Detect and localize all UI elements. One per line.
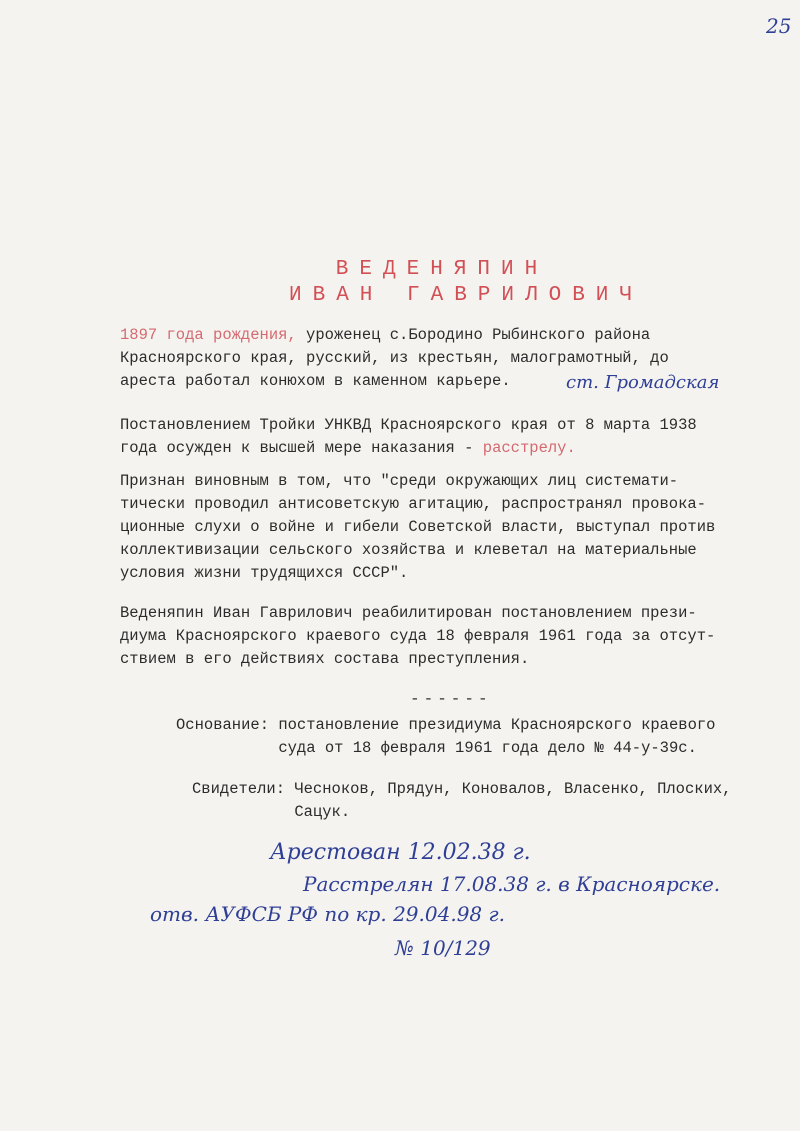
basis-block — [176, 714, 716, 760]
paragraph-sentence — [120, 414, 780, 460]
charges-line-1: Признан виновным в том, что "среди окружающих лиц системати- — [120, 472, 679, 490]
section-divider: ------ — [410, 690, 492, 708]
charges-line-3: ционные слухи о войне и гибели Советской власти, выступал против — [120, 518, 716, 536]
basis-line-1: Основание: постановление президиума Красноярского краевого — [176, 716, 716, 734]
handwritten-execution-date: Расстрелян 17.08.38 г. в Красноярске. — [303, 872, 721, 896]
title-given-names: ИВАН ГАВРИЛОВИЧ — [288, 284, 644, 307]
witnesses-line-2: Сацук. — [192, 803, 351, 821]
handwritten-arrest-date: Арестован 12.02.38 г. — [270, 840, 531, 865]
handwritten-fsb-reference: отв. АУФСБ РФ по кр. 29.04.98 г. — [150, 902, 505, 926]
handwritten-station-note: ст. Громадская — [566, 372, 720, 393]
charges-line-4: коллективизации сельского хозяйства и клеветал на материальные — [120, 541, 697, 559]
birth-year-red: 1897 года рождения, — [120, 326, 297, 344]
rehab-line-1: Веденяпин Иван Гаврилович реабилитирован постановлением прези- — [120, 604, 697, 622]
bio-line-3: ареста работал конюхом в каменном карьере. — [120, 372, 511, 390]
bio-line-2: Красноярского края, русский, из крестьян, малограмотный, до — [120, 349, 669, 367]
paragraph-charges — [120, 470, 780, 585]
sentence-line-2: года осужден к высшей мере наказания - — [120, 439, 483, 457]
title-surname: ВЕДЕНЯПИН — [335, 258, 549, 281]
rehab-line-3: ствием в его действиях состава преступления. — [120, 650, 530, 668]
sentence-line-1: Постановлением Тройки УНКВД Красноярского края от 8 марта 1938 — [120, 416, 697, 434]
bio-line-1: уроженец с.Бородино Рыбинского района — [296, 326, 651, 344]
page-number: 25 — [766, 14, 792, 38]
witnesses-line-1: Свидетели: Чесноков, Прядун, Коновалов, Власенко, Плоских, — [192, 780, 732, 798]
sentence-red: расстрелу. — [482, 439, 576, 457]
basis-line-2: суда от 18 февраля 1961 года дело № 44-у-39с. — [176, 739, 697, 757]
charges-line-2: тически проводил антисоветскую агитацию, распространял провока- — [120, 495, 706, 513]
rehab-line-2: диума Красноярского краевого суда 18 февраля 1961 года за отсут- — [120, 627, 716, 645]
handwritten-reference-number: № 10/129 — [395, 936, 491, 960]
charges-line-5: условия жизни трудящихся СССР". — [120, 564, 409, 582]
witnesses-block — [192, 778, 732, 824]
paragraph-rehabilitation — [120, 602, 780, 671]
